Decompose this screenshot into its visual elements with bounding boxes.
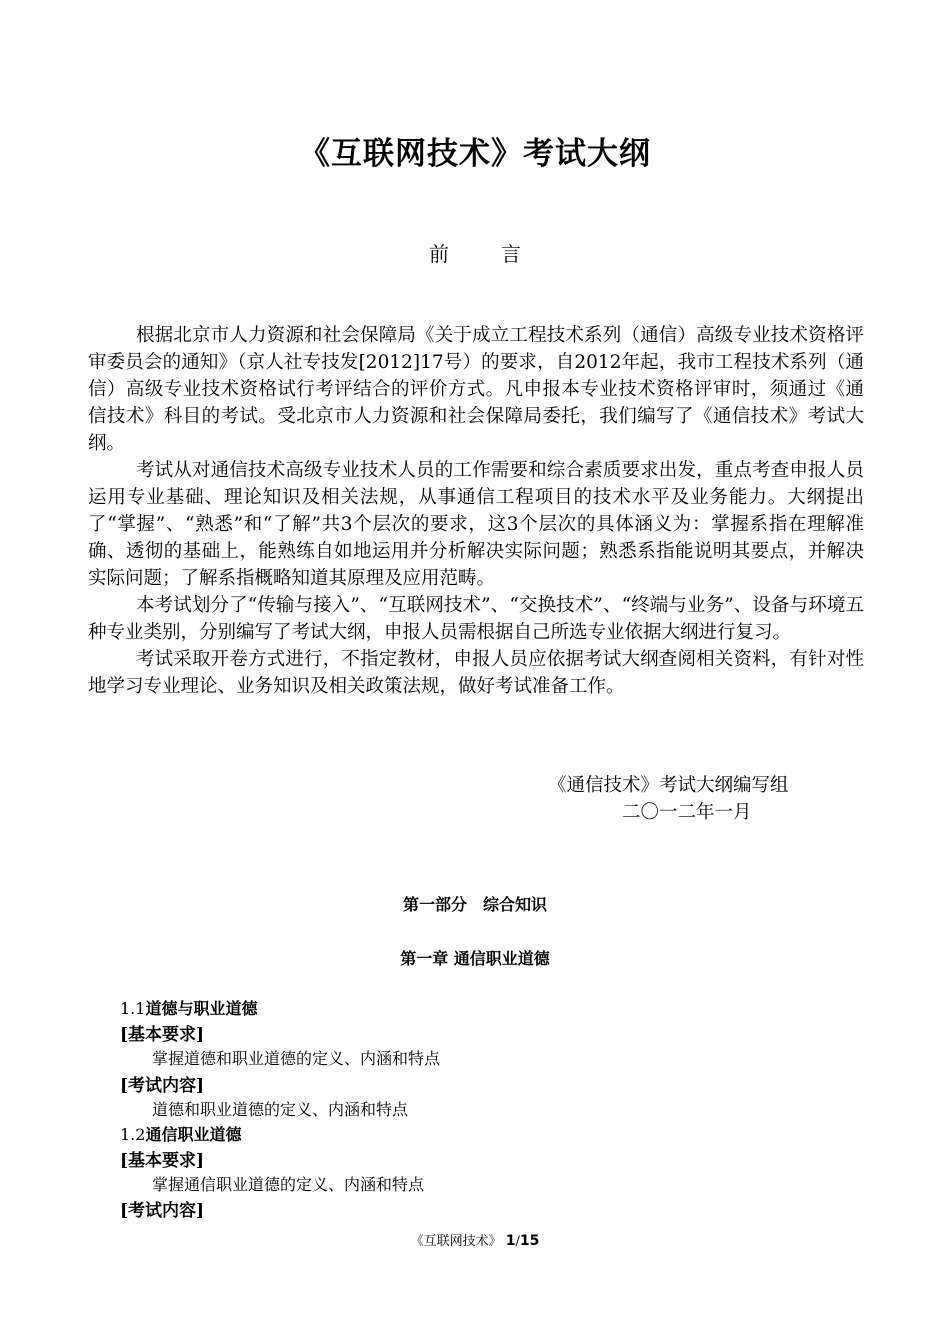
exam-content-label: [考试内容]	[120, 1076, 205, 1096]
basic-requirement-label: [基本要求]	[120, 1151, 205, 1171]
exam-content-label: [考试内容]	[120, 1201, 205, 1221]
basic-requirement-text: 掌握道德和职业道德的定义、内涵和特点	[152, 1049, 441, 1068]
section-title: 道德与职业道德	[145, 999, 258, 1018]
part-heading: 第一部分 综合知识	[402, 895, 547, 914]
preface-paragraph: 考试从对通信技术高级专业技术人员的工作需要和综合素质要求出发，重点考查申报人员运用专业基础、理论知识及相关法规，从事通信工程项目的技术水平及业务能力。大纲提出了“掌握”、“熟悉”和“了解”共3个层次的要求，这3个层次的具体涵义为：掌握系指在理解准确、透彻的基础上，能熟练自如地运用并分析解决实际问题；熟悉系指能说明其要点，并解决实际问题；了解系指概略知道其原理及应用范畴。	[88, 460, 864, 589]
section-number: 1.2	[120, 1125, 146, 1144]
basic-requirement-text: 掌握通信职业道德的定义、内涵和特点	[152, 1175, 425, 1194]
section-heading	[120, 1122, 241, 1145]
footer-label: 《互联网技术》	[410, 1234, 502, 1249]
preface-heading	[0, 238, 950, 267]
page-footer	[0, 1230, 950, 1249]
preface-heading-char-1: 前	[429, 242, 449, 266]
preface-body	[88, 322, 864, 700]
preface-paragraph: 本考试划分了“传输与接入”、“互联网技术”、“交换技术”、“终端与业务”、设备与环境五种专业类别，分别编写了考试大纲，申报人员需根据自己所选专业依据大纲进行复习。	[88, 595, 864, 643]
basic-requirement-label: [基本要求]	[120, 1025, 205, 1045]
signature-date: 二〇一二年一月	[622, 802, 752, 823]
exam-content-text: 道德和职业道德的定义、内涵和特点	[152, 1100, 409, 1119]
footer-separator: /	[515, 1234, 520, 1249]
footer-page-total: 15	[519, 1233, 540, 1249]
footer-page-number: 1	[505, 1233, 516, 1249]
section-title: 通信职业道德	[145, 1125, 242, 1144]
preface-paragraph: 考试采取开卷方式进行，不指定教材，申报人员应依据考试大纲查阅相关资料，有针对性地学习专业理论、业务知识及相关政策法规，做好考试准备工作。	[88, 649, 864, 697]
preface-heading-char-2: 言	[501, 242, 521, 266]
signature-author: 《通信技术》考试大纲编写组	[548, 775, 789, 796]
document-title: 《互联网技术》考试大纲	[299, 136, 651, 172]
chapter-heading: 第一章 通信职业道德	[400, 949, 550, 968]
section-heading	[120, 996, 257, 1019]
preface-paragraph: 根据北京市人力资源和社会保障局《关于成立工程技术系列（通信）高级专业技术资格评审委员会的通知》（京人社专技发[2012]17号）的要求，自2012年起，我市工程技术系列（通信）高级专业技术资格试行考评结合的评价方式。凡申报本专业技术资格评审时，须通过《通信技术》科目的考试。受北京市人力资源和社会保障局委托，我们编写了《通信技术》考试大纲。	[88, 325, 864, 454]
section-number: 1.1	[120, 999, 146, 1018]
